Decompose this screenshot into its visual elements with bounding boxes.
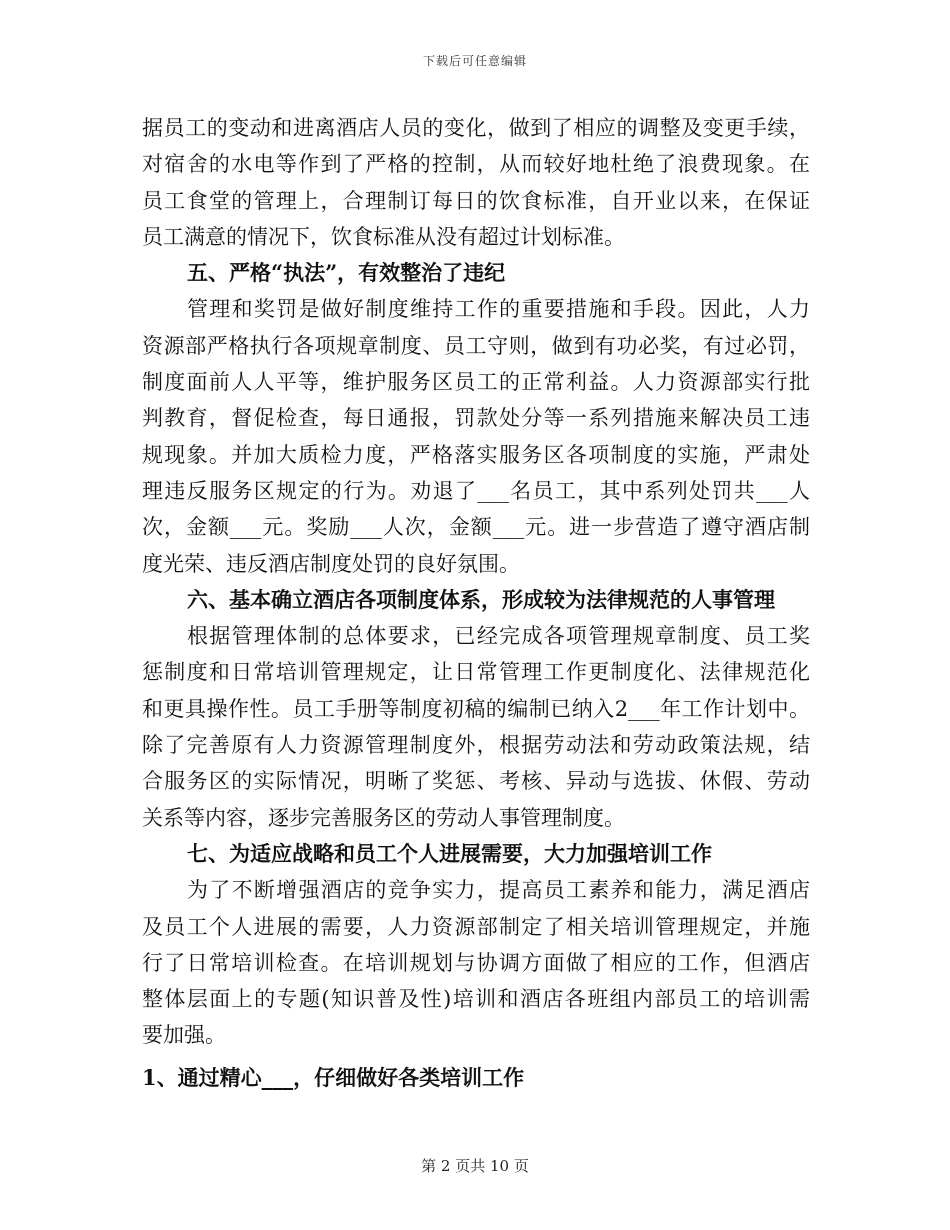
paragraph-4 bbox=[142, 872, 810, 1053]
text-line: 对宿舍的水电等作到了严格的控制，从而较好地杜绝了浪费现象。在 bbox=[142, 152, 810, 177]
paragraph-1 bbox=[142, 110, 810, 255]
text-line: 规现象。并加大质检力度，严格落实服务区各项制度的实施，严肃处 bbox=[142, 442, 810, 467]
subsection-heading-1: 1、通过精心___，仔细做好各类培训工作 bbox=[142, 1064, 525, 1090]
text-line: 次，金额___元。奖励___人次，金额___元。进一步营造了遵守酒店制 bbox=[142, 515, 810, 540]
text-line: 为了不断增强酒店的竞争实力，提高员工素养和能力，满足酒店 bbox=[187, 878, 810, 903]
text-line: 要加强。 bbox=[142, 1023, 226, 1048]
text-line: 和更具操作性。员工手册等制度初稿的编制已纳入2___年工作计划中。 bbox=[142, 696, 810, 721]
text-line: 关系等内容，逐步完善服务区的劳动人事管理制度。 bbox=[142, 805, 625, 830]
text-line: 整体层面上的专题(知识普及性)培训和酒店各班组内部员工的培训需 bbox=[142, 987, 810, 1012]
section-heading-7: 七、为适应战略和员工个人进展需要，大力加强培训工作 bbox=[187, 840, 712, 866]
text-line: 度光荣、违反酒店制度处罚的良好氛围。 bbox=[142, 551, 520, 576]
text-line: 资源部严格执行各项规章制度、员工守则，做到有功必奖，有过必罚， bbox=[142, 333, 810, 358]
text-line: 员工满意的情况下，饮食标准从没有超过计划标准。 bbox=[142, 224, 625, 249]
text-line: 管理和奖罚是做好制度维持工作的重要措施和手段。因此，人力 bbox=[187, 297, 810, 322]
text-line: 及员工个人进展的需要，人力资源部制定了相关培训管理规定，并施 bbox=[142, 914, 810, 939]
page-footer: 第 2 页共 10 页 bbox=[421, 1157, 529, 1175]
document-body bbox=[142, 110, 810, 1096]
paragraph-2 bbox=[142, 291, 810, 581]
page-header: 下载后可任意编辑 bbox=[422, 54, 527, 68]
text-line: 行了日常培训检查。在培训规划与协调方面做了相应的工作，但酒店 bbox=[142, 950, 810, 975]
text-line: 惩制度和日常培训管理规定，让日常管理工作更制度化、法律规范化 bbox=[142, 660, 810, 685]
text-line: 合服务区的实际情况，明晰了奖惩、考核、异动与选拔、休假、劳动 bbox=[142, 769, 810, 794]
text-line: 员工食堂的管理上，合理制订每日的饮食标准，自开业以来，在保证 bbox=[142, 188, 810, 213]
text-line: 根据管理体制的总体要求，已经完成各项管理规章制度、员工奖 bbox=[187, 624, 810, 649]
text-line: 判教育，督促检查，每日通报，罚款处分等一系列措施来解决员工违 bbox=[142, 406, 810, 431]
section-heading-6: 六、基本确立酒店各项制度体系，形成较为法律规范的人事管理 bbox=[187, 586, 775, 612]
text-line: 据员工的变动和进离酒店人员的变化，做到了相应的调整及变更手续， bbox=[142, 116, 810, 140]
text-line: 理违反服务区规定的行为。劝退了___名员工，其中系列处罚共___人 bbox=[142, 478, 810, 503]
text-line: 除了完善原有人力资源管理制度外，根据劳动法和劳动政策法规，结 bbox=[142, 733, 810, 758]
text-line: 制度面前人人平等，维护服务区员工的正常利益。人力资源部实行批 bbox=[142, 370, 810, 395]
section-heading-5: 五、严格“执法”，有效整治了违纪 bbox=[187, 260, 506, 286]
paragraph-3 bbox=[142, 618, 810, 836]
